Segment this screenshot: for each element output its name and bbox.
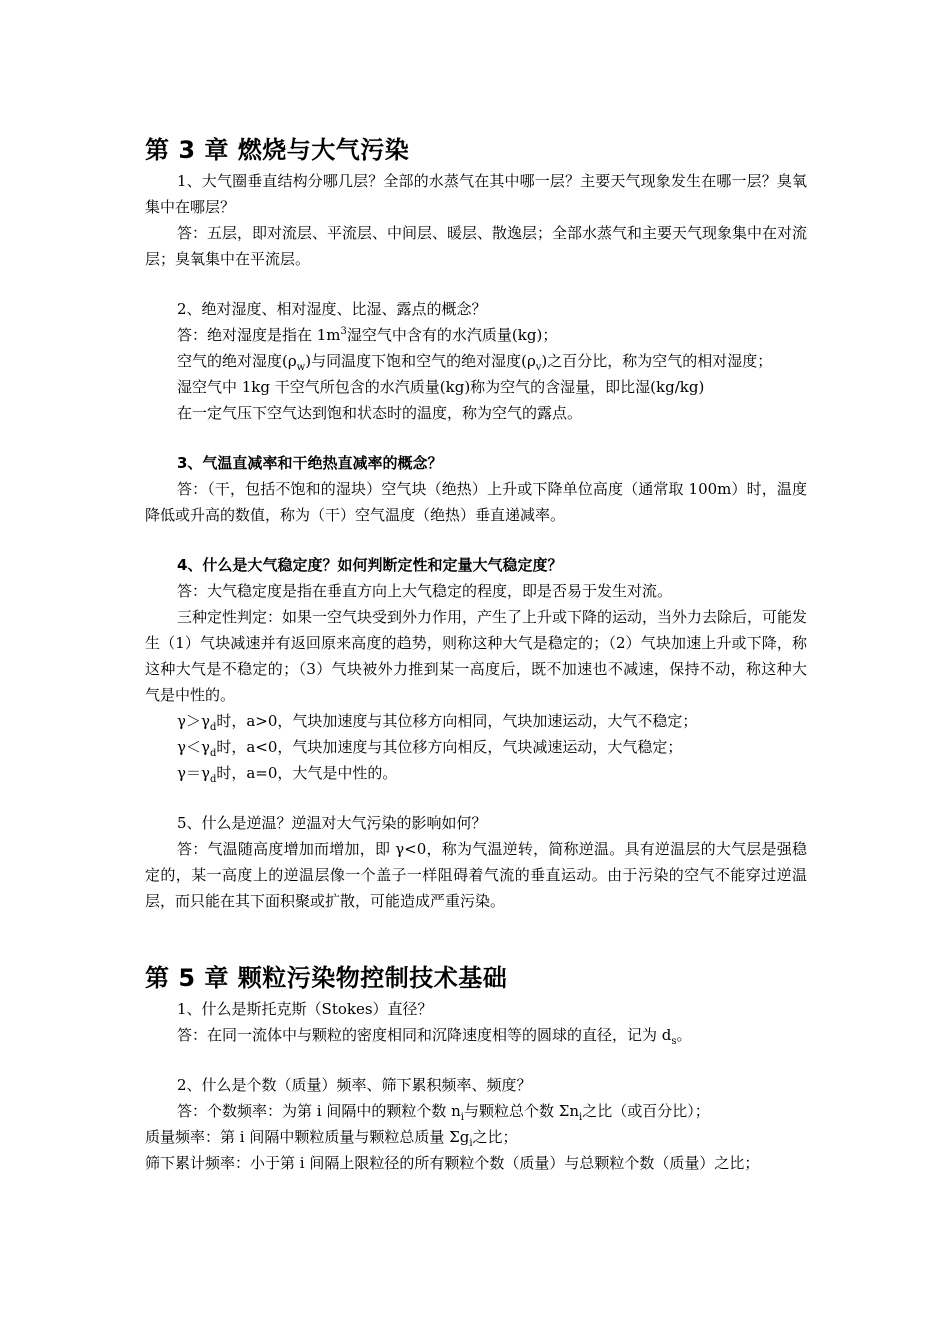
- ch5-answer-2-count-frequency: 答：个数频率：为第 i 间隔中的颗粒个数 $n_i$与颗粒总个数 $\Sigma n_i$之比（或百分比）；: [177, 1102, 710, 1123]
- stability-neutral: $\gamma=\gamma_d$时，a=0，大气是中性的。: [177, 764, 398, 785]
- document-page: [145, 132, 807, 1176]
- chapter-5-title: 第 5 章 颗粒污染物控制技术基础: [145, 964, 508, 992]
- answer-2: 答：绝对湿度是指在 $1m^3$湿空气中含有的水汽质量(kg)；: [177, 326, 558, 344]
- answer-2-relative-humidity: 空气的绝对湿度$(\rho_w)$与同温度下饱和空气的绝对湿度$(\rho_v)$之百分比，称为空气的相对湿度；: [177, 352, 773, 373]
- answer-2-dew-point: 在一定气压下空气达到饱和状态时的温度，称为空气的露点。: [177, 404, 583, 422]
- ch5-question-1: 1、什么是斯托克斯（Stokes）直径？: [177, 1000, 433, 1018]
- question-1: 1、大气圈垂直结构分哪几层？全部的水蒸气在其中哪一层？主要天气现象发生在哪一层？臭氧集中在哪层？: [145, 172, 807, 216]
- answer-4-qualitative: 三种定性判定：如果一空气块受到外力作用，产生了上升或下降的运动，当外力去除后，可能发生（1）气块减速并有返回原来高度的趋势，则称这种大气是稳定的；（2）气块加速上升或下降，称这种大气是不稳定的；（3）气块被外力推到某一高度后，既不加速也不减速，保持不动，称这种大气是中性的。: [145, 608, 808, 704]
- question-5: 5、什么是逆温？逆温对大气污染的影响如何？: [177, 814, 487, 832]
- answer-2-specific-humidity: 湿空气中 1kg 干空气所包含的水汽质量(kg)称为空气的含湿量，即比湿(kg/kg): [177, 378, 705, 396]
- ch5-answer-1: 答：在同一流体中与颗粒的密度相同和沉降速度相等的圆球的直径，记为 $d_s$。: [177, 1026, 692, 1047]
- question-4: 4、什么是大气稳定度？如何判断定性和定量大气稳定度？: [177, 556, 563, 574]
- chapter-3-title: 第 3 章 燃烧与大气污染: [145, 136, 410, 164]
- question-2: 2、绝对湿度、相对湿度、比湿、露点的概念？: [177, 300, 487, 318]
- answer-5: 答：气温随高度增加而增加，即 γ<0，称为气温逆转，简称逆温。具有逆温层的大气层是强稳定的，某一高度上的逆温层像一个盖子一样阻碍着气流的垂直运动。由于污染的空气不能穿过逆温层，而只能在其下面积聚或扩散，可能造成严重污染。: [145, 840, 807, 910]
- answer-4: 答：大气稳定度是指在垂直方向上大气稳定的程度，即是否易于发生对流。: [177, 582, 673, 600]
- question-3: 3、气温直减率和干绝热直减率的概念？: [177, 454, 443, 472]
- answer-3: 答：（干，包括不饱和的湿块）空气块（绝热）上升或下降单位高度（通常取 100m）时，温度降低或升高的数值，称为（干）空气温度（绝热）垂直递减率。: [145, 480, 807, 524]
- ch5-answer-2-cumulative-frequency: 筛下累计频率：小于第 i 间隔上限粒径的所有颗粒个数（质量）与总颗粒个数（质量）之比；: [145, 1154, 760, 1172]
- stability-stable: $\gamma<\gamma_d$时，a<0，气块加速度与其位移方向相反，气块减速运动，大气稳定；: [177, 738, 683, 759]
- answer-1: 答：五层，即对流层、平流层、中间层、暖层、散逸层；全部水蒸气和主要天气现象集中在对流层；臭氧集中在平流层。: [145, 224, 808, 268]
- stability-unstable: $\gamma>\gamma_d$时，a>0，气块加速度与其位移方向相同，气块加速运动，大气不稳定；: [177, 712, 698, 733]
- ch5-answer-2-mass-frequency: 质量频率：第 i 间隔中颗粒质量与颗粒总质量 $\Sigma g_i$之比；: [145, 1128, 518, 1149]
- ch5-question-2: 2、什么是个数（质量）频率、筛下累积频率、频度？: [177, 1076, 532, 1094]
